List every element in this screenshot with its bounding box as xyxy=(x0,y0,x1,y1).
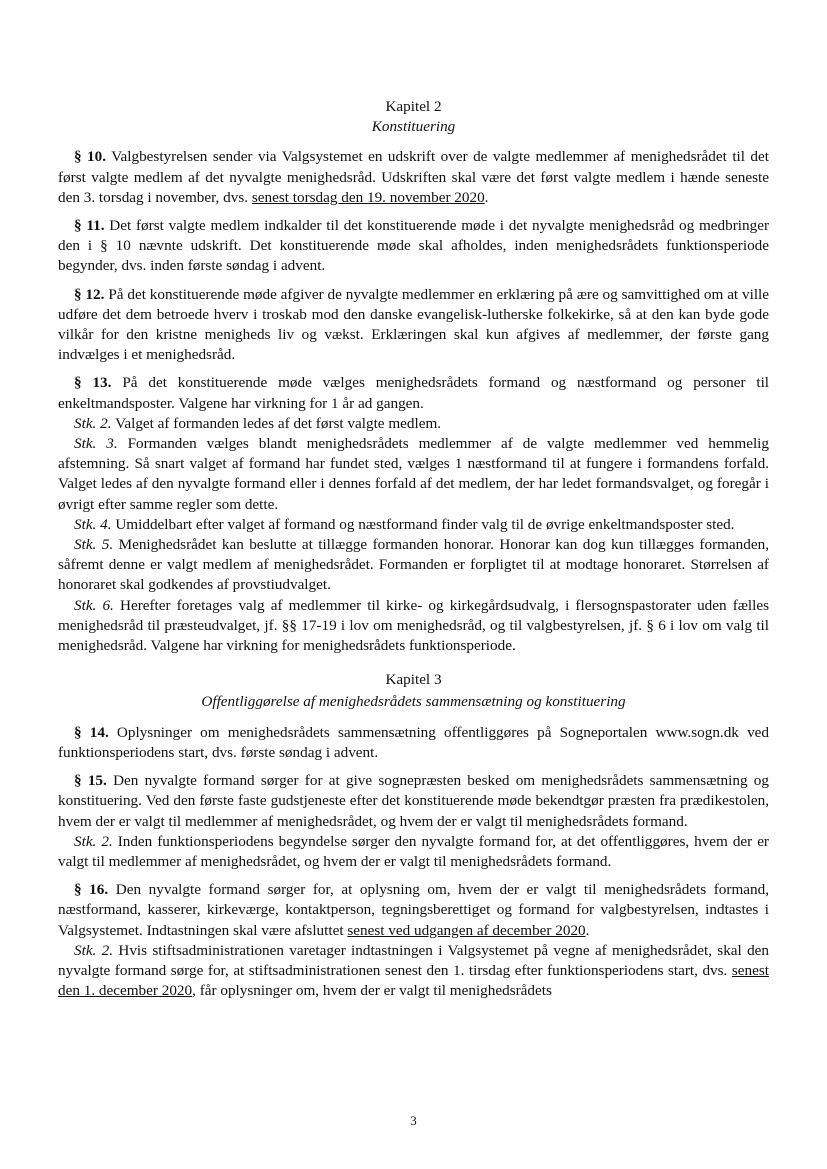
section-10-deadline: senest torsdag den 19. november 2020 xyxy=(251,188,485,206)
section-10-number: § 10. xyxy=(74,148,107,166)
chapter-3-subtitle: Offentliggørelse af menighedsrådets sammensætning og konstituering xyxy=(201,693,626,711)
section-13-stk-4 xyxy=(58,515,769,535)
stk-label: Stk. 2. xyxy=(74,832,113,850)
section-16-deadline: senest ved udgangen af december 2020 xyxy=(347,921,586,939)
stk-text: Menighedsrådet kan beslutte at tillægge formanden honorar. Honorar kan dog kun tillægges formanden, såfremt denne er valgt medlem af menighedsrådet. Formanden er forpligtet til at modtage honoraret. Størrelsen af honoraret skal godkendes af provstiudvalget. xyxy=(58,536,769,594)
section-11-number: § 11. xyxy=(74,217,105,235)
section-13 xyxy=(58,373,769,413)
stk-text: Hvis stiftsadministrationen varetager indtastningen i Valgsystemet på vegne af menighedsrådet, skal den nyvalgte formand sørge for, at stiftsadministrationen senest den 1. tirsdag efter funktionsperiodens start, dvs. xyxy=(58,941,769,979)
section-10-text: Valgbestyrelsen sender via Valgsystemet en udskrift over de valgte medlemmer af menighedsrådet til det først valgte medlem af det nyvalgte menighedsråd. Udskriften skal være det først valgte medlem i hænde seneste den 3. torsdag i november, dvs. xyxy=(58,148,769,206)
section-10-tail: . xyxy=(484,188,489,206)
chapter-2-subtitle: Konstituering xyxy=(371,118,456,136)
section-11 xyxy=(58,216,769,277)
section-16-stk-2-deadline: senest den 1. december 2020 xyxy=(58,961,769,1000)
section-14-text: Oplysninger om menighedsrådets sammensætning offentliggøres på Sogneportalen www.sogn.dk ved funktionsperiodens start, dvs. første søndag i advent. xyxy=(58,723,769,761)
stk-text-continued: , får oplysninger om, hvem der er valgt til menighedsrådets xyxy=(192,982,552,1000)
section-15-number: § 15. xyxy=(74,772,107,790)
section-14-number: § 14. xyxy=(74,723,109,741)
stk-label: Stk. 2. xyxy=(74,941,114,959)
stk-label: Stk. 5. xyxy=(74,536,114,554)
section-14 xyxy=(58,723,769,763)
stk-label: Stk. 6. xyxy=(74,596,114,614)
section-13-stk-2 xyxy=(58,414,769,434)
section-16-number: § 16. xyxy=(74,881,109,899)
section-16-tail: . xyxy=(585,921,590,939)
stk-text: Herefter foretages valg af medlemmer til kirke- og kirkegårdsudvalg, i flersognspastorater uden fælles menighedsråd til præsteudvalget, jf. §§ 17-19 i lov om menighedsråd, og til valgbestyrelsen, jf. § 6 i lov om valg til menighedsråd. Valgene har virkning for menighedsrådets funktionsperiode. xyxy=(58,596,769,655)
section-15-text: Den nyvalgte formand sørger for at give sognepræsten besked om menighedsrådets sammensætning og konstituering. Ved den første faste gudstjeneste efter det konstituerende møde bekendtgør præsten fra prædikestolen, hvem der er valgt til medlemmer af menighedsrådet, og hvem der er valgt til menighedsrådets formand. xyxy=(58,772,769,830)
section-16-stk-2 xyxy=(58,941,769,1002)
document-page xyxy=(58,97,769,1001)
section-12-number: § 12. xyxy=(74,285,105,303)
section-10 xyxy=(58,147,769,208)
stk-text: Formanden vælges blandt menighedsrådets medlemmer af de valgte medlemmer ved hemmelig afstemning. Så snart valget af formand har fundet sted, vælges 1 næstformand til at fungere i formandens forfald. Valget ledes af den nyvalgte formand eller i dennes forfald af det medlem, der har ledet formandsvalget, og foregår i øvrigt efter samme regler som dette. xyxy=(58,435,769,513)
stk-text: Inden funktionsperiodens begyndelse sørger den nyvalgte formand for, at det offentliggøres, hvem der er valgt til medlemmer af menighedsrådet, og hvem der er valgt til menighedsrådets formand. xyxy=(58,832,769,870)
section-13-stk-3 xyxy=(58,434,769,515)
section-13-stk-5 xyxy=(58,535,769,596)
section-13-number: § 13. xyxy=(74,374,112,392)
chapter-2-title: Kapitel 2 xyxy=(385,98,442,115)
stk-label: Stk. 2. xyxy=(74,414,112,432)
section-15-stk-2 xyxy=(58,832,769,872)
stk-text: Valget af formanden ledes af det først valgte medlem. xyxy=(115,414,442,432)
stk-text: Umiddelbart efter valget af formand og næstformand finder valg til de øvrige enkeltmandsposter sted. xyxy=(115,515,735,533)
chapter-3-title: Kapitel 3 xyxy=(385,671,442,689)
section-13-stk-6 xyxy=(58,596,769,657)
section-16-text: Den nyvalgte formand sørger for, at oplysning om, hvem der er valgt til menighedsrådets formand, næstformand, kasserer, kirkeværge, kontaktperson, tegningsberettiget og formand for valgbestyrelsen, indtastes i Valgsystemet. Indtastningen skal være afsluttet xyxy=(58,881,769,939)
stk-label: Stk. 3. xyxy=(74,435,118,453)
stk-label: Stk. 4. xyxy=(74,515,112,533)
section-15 xyxy=(58,771,769,832)
section-12-text: På det konstituerende møde afgiver de nyvalgte medlemmer en erklæring på ære og samvittighed om at ville udføre det dem betroede hverv i troskab mod den danske evangelisk-lutherske folkekirke, så at den kan byde gode vilkår for den kristne menigheds liv og vækst. Erklæringen skal kun afgives af medlemmer, der første gang indvælges i et menighedsråd. xyxy=(58,285,770,364)
section-13-text: På det konstituerende møde vælges menighedsrådets formand og næstformand og personer til enkeltmandsposter. Valgene har virkning for 1 år ad gangen. xyxy=(58,374,770,412)
section-16 xyxy=(58,880,769,941)
section-11-text: Det først valgte medlem indkalder til det konstituerende møde i det nyvalgte menighedsråd og medbringer den i § 10 nævnte udskrift. Det konstituerende møde skal afholdes, inden menighedsrådets funktionsperiode begynder, dvs. inden første søndag i advent. xyxy=(58,217,770,275)
page-number: 3 xyxy=(410,1113,417,1128)
section-12 xyxy=(58,285,769,366)
